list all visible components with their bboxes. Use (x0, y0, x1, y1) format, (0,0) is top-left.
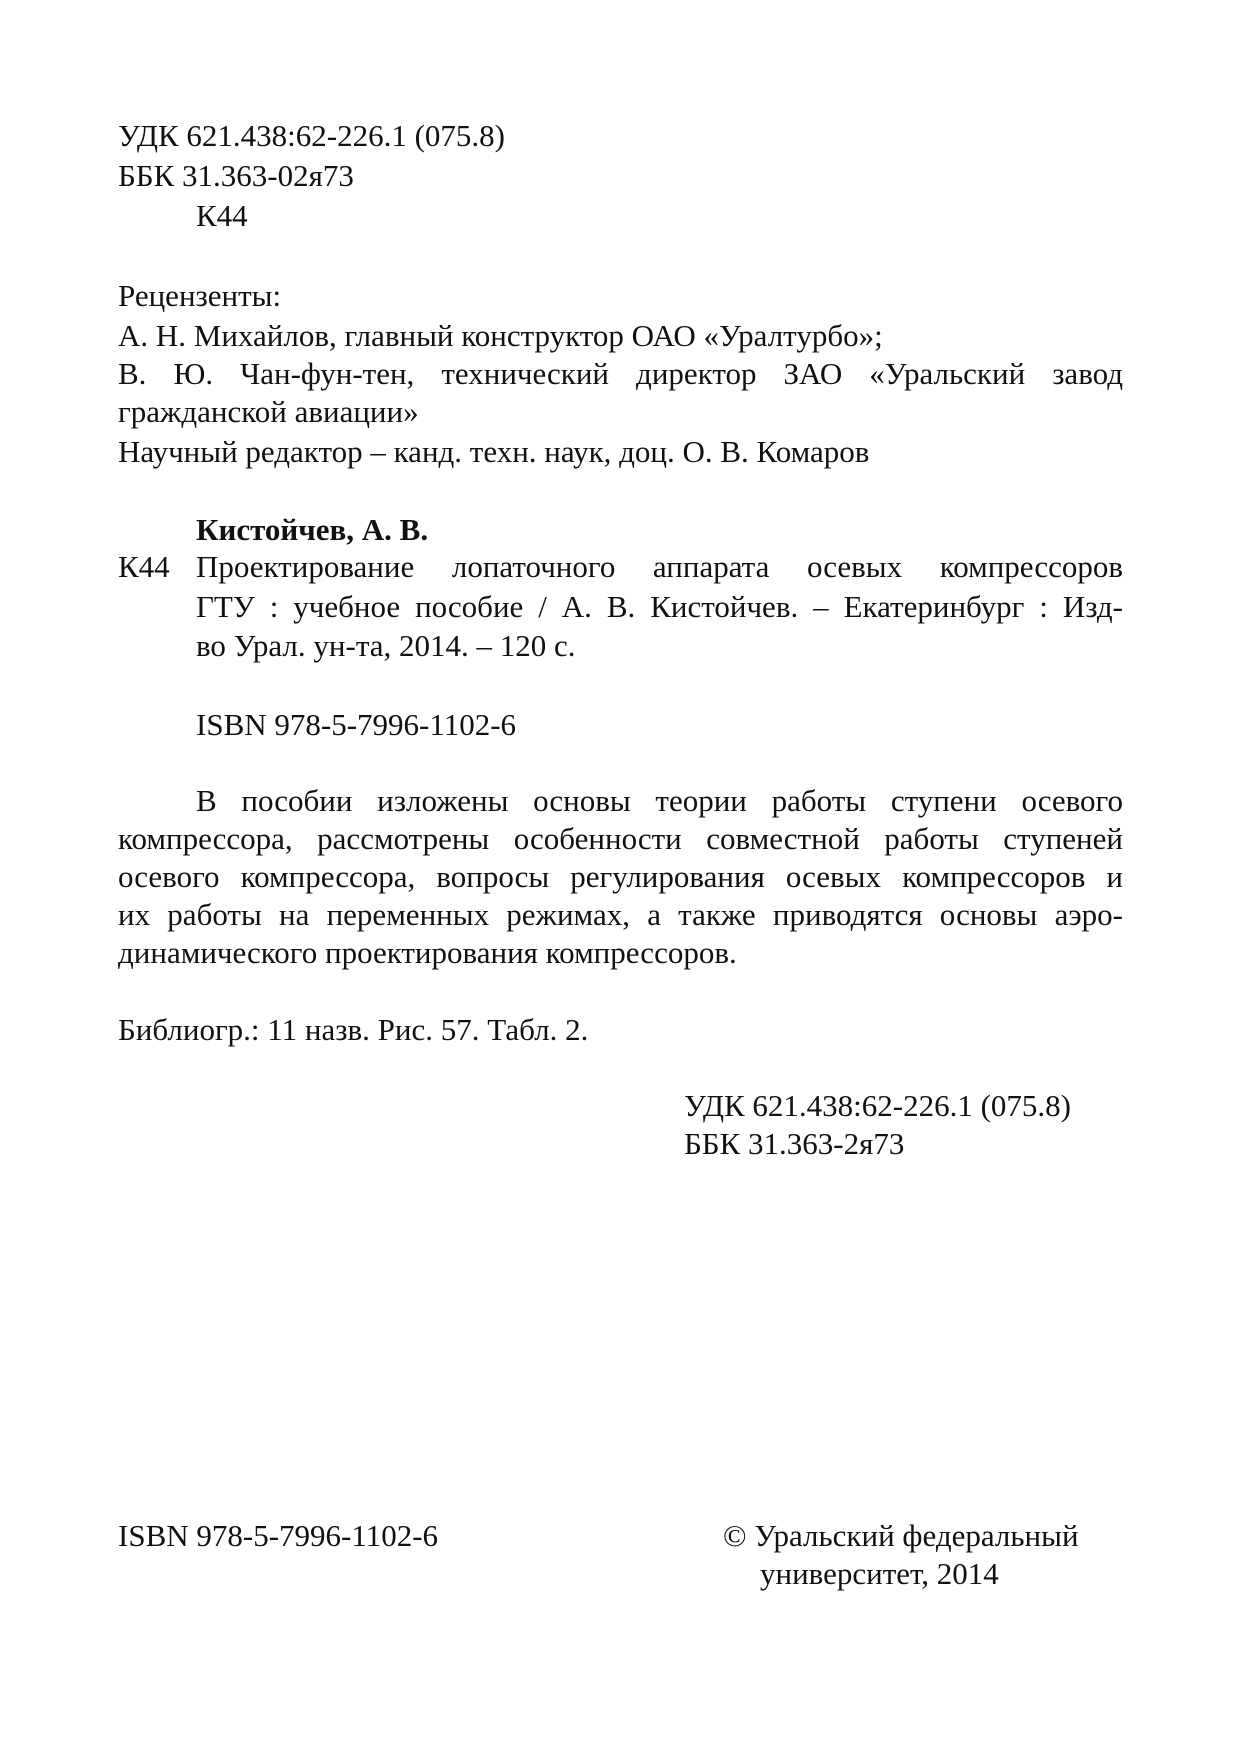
abstract-line-5: динамического проектирования компрессоров. (118, 935, 737, 970)
bib-entry-line-2: ГТУ : учебное пособие / А. В. Кистойчев. – Екатеринбург : Изд- (196, 589, 1123, 624)
copyright-line-1: © Уральский федеральный (723, 1518, 1079, 1553)
udk-header: УДК 621.438:62-226.1 (075.8) (118, 118, 505, 153)
bbk-footer: ББК 31.363-2я73 (684, 1126, 905, 1161)
reviewers-label: Рецензенты: (118, 278, 282, 313)
abstract-line-3: осевого компрессора, вопросы регулирования осевых компрессоров и (118, 859, 1123, 894)
copyright-line-2: университет, 2014 (760, 1556, 999, 1591)
author-code: К44 (118, 549, 170, 584)
isbn-footer: ISBN 978-5-7996-1102-6 (118, 1518, 439, 1553)
bibliography-note: Библиогр.: 11 назв. Рис. 57. Табл. 2. (118, 1012, 589, 1047)
abstract-line-2: компрессора, рассмотрены особенности совместной работы ступеней (118, 821, 1123, 856)
reviewer-2-line-1: В. Ю. Чан-фун-тен, технический директор ЗАО «Уральский завод (118, 356, 1123, 391)
reviewer-2-line-2: гражданской авиации» (118, 394, 419, 429)
bbk-header: ББК 31.363-02я73 (118, 158, 354, 193)
bib-entry-line-1: Проектирование лопаточного аппарата осевых компрессоров (196, 549, 1123, 584)
abstract-line-1: В пособии изложены основы теории работы ступени осевого (196, 783, 1123, 818)
author-heading: Кистойчев, А. В. (196, 512, 429, 547)
author-code-header: К44 (196, 198, 248, 233)
reviewer-1: А. Н. Михайлов, главный конструктор ОАО «Уралтурбо»; (118, 318, 883, 353)
udk-footer: УДК 621.438:62-226.1 (075.8) (684, 1088, 1071, 1123)
abstract-line-4: их работы на переменных режимах, а также приводятся основы аэро- (118, 897, 1123, 932)
isbn-main: ISBN 978-5-7996-1102-6 (196, 707, 517, 742)
bib-entry-line-3: во Урал. ун-та, 2014. – 120 с. (196, 628, 576, 663)
scientific-editor: Научный редактор – канд. техн. наук, доц. О. В. Комаров (118, 434, 870, 469)
